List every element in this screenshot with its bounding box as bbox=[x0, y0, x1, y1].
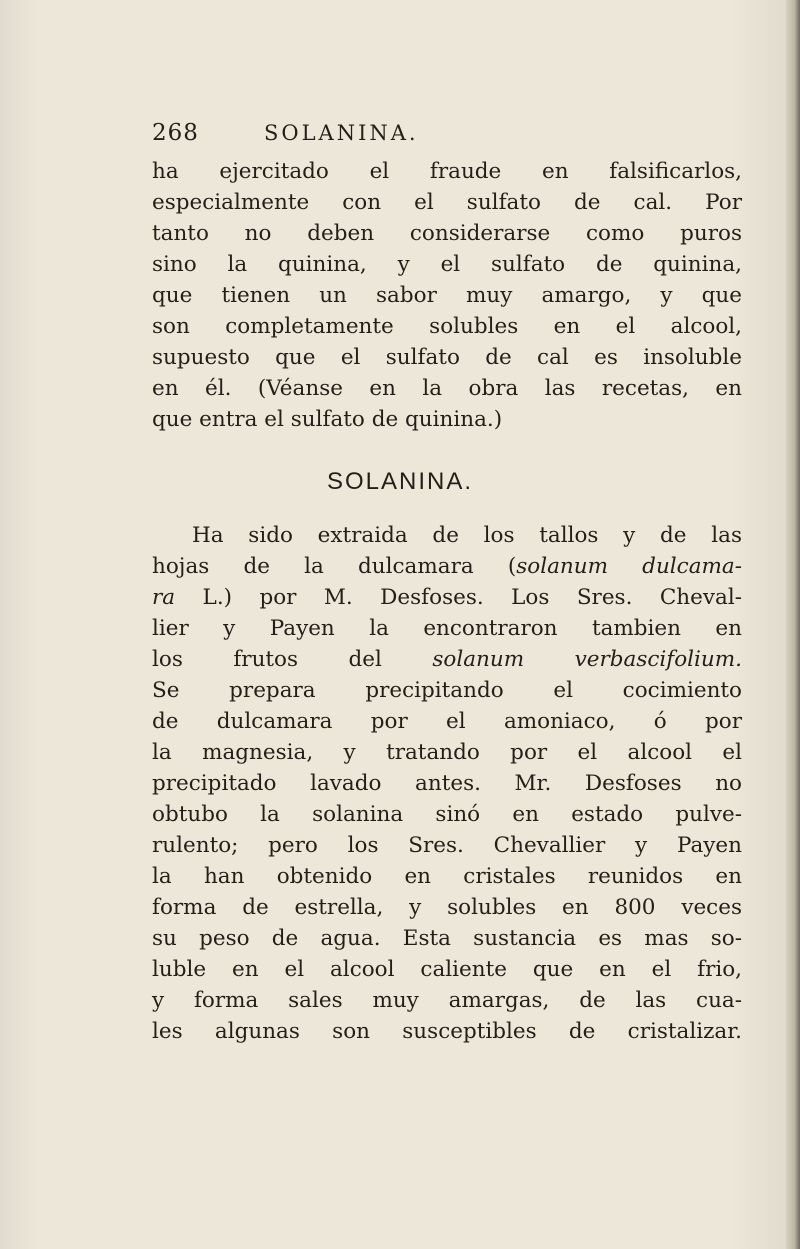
text-line: que entra el sulfato de quinina.) bbox=[152, 407, 503, 432]
running-title: SOLANINA. bbox=[264, 121, 419, 145]
text-line: sino la quinina, y el sulfato de quinina, bbox=[152, 252, 742, 277]
paragraph-solanina bbox=[152, 520, 742, 1047]
text-line bbox=[152, 644, 742, 675]
text-line: lier y Payen la encontraron tambien en bbox=[152, 616, 742, 641]
paragraph-quinine-fraud bbox=[152, 156, 742, 435]
text-line: especialmente con el sulfato de cal. Por bbox=[152, 190, 742, 215]
latin-name: solanum verbascifolium. bbox=[432, 647, 742, 672]
text-segment: los frutos del bbox=[152, 647, 433, 672]
text-line: precipitado lavado antes. Mr. Desfoses no bbox=[152, 771, 742, 796]
text-line: supuesto que el sulfato de cal es insoluble bbox=[152, 345, 742, 370]
text-line: luble en el alcool caliente que en el frio, bbox=[152, 957, 742, 982]
text-line: y forma sales muy amargas, de las cua- bbox=[152, 988, 742, 1013]
text-line: la magnesia, y tratando por el alcool el bbox=[152, 740, 742, 765]
text-segment: L.) por M. Desfoses. Los Sres. Cheval- bbox=[175, 585, 742, 610]
text-segment: hojas de la dulcamara ( bbox=[152, 554, 517, 579]
latin-name: solanum dulcama- bbox=[516, 554, 742, 579]
latin-name: ra bbox=[152, 585, 176, 610]
text-line: la han obtenido en cristales reunidos en bbox=[152, 864, 742, 889]
text-line: Se prepara precipitando el cocimiento bbox=[152, 678, 742, 703]
text-line: obtubo la solanina sinó en estado pulve- bbox=[152, 802, 742, 827]
section-heading: SOLANINA. bbox=[326, 468, 474, 495]
text-line: tanto no deben considerarse como puros bbox=[152, 221, 742, 246]
page-header bbox=[152, 120, 672, 150]
text-line bbox=[152, 551, 742, 582]
text-line: son completamente solubles en el alcool, bbox=[152, 314, 742, 339]
text-line bbox=[152, 582, 742, 613]
page-edge-shadow bbox=[786, 0, 800, 1249]
text-line: forma de estrella, y solubles en 800 veces bbox=[152, 895, 742, 920]
text-line: que tienen un sabor muy amargo, y que bbox=[152, 283, 742, 308]
page-number: 268 bbox=[152, 120, 199, 146]
text-line: su peso de agua. Esta sustancia es mas so- bbox=[152, 926, 742, 951]
text-line: ha ejercitado el fraude en falsificarlos, bbox=[152, 159, 742, 184]
text-line: Ha sido extraida de los tallos y de las bbox=[192, 523, 742, 548]
text-line: en él. (Véanse en la obra las recetas, en bbox=[152, 376, 742, 401]
text-line: les algunas son susceptibles de cristalizar. bbox=[152, 1019, 742, 1044]
text-line: de dulcamara por el amoniaco, ó por bbox=[152, 709, 742, 734]
text-line: rulento; pero los Sres. Chevallier y Payen bbox=[152, 833, 742, 858]
